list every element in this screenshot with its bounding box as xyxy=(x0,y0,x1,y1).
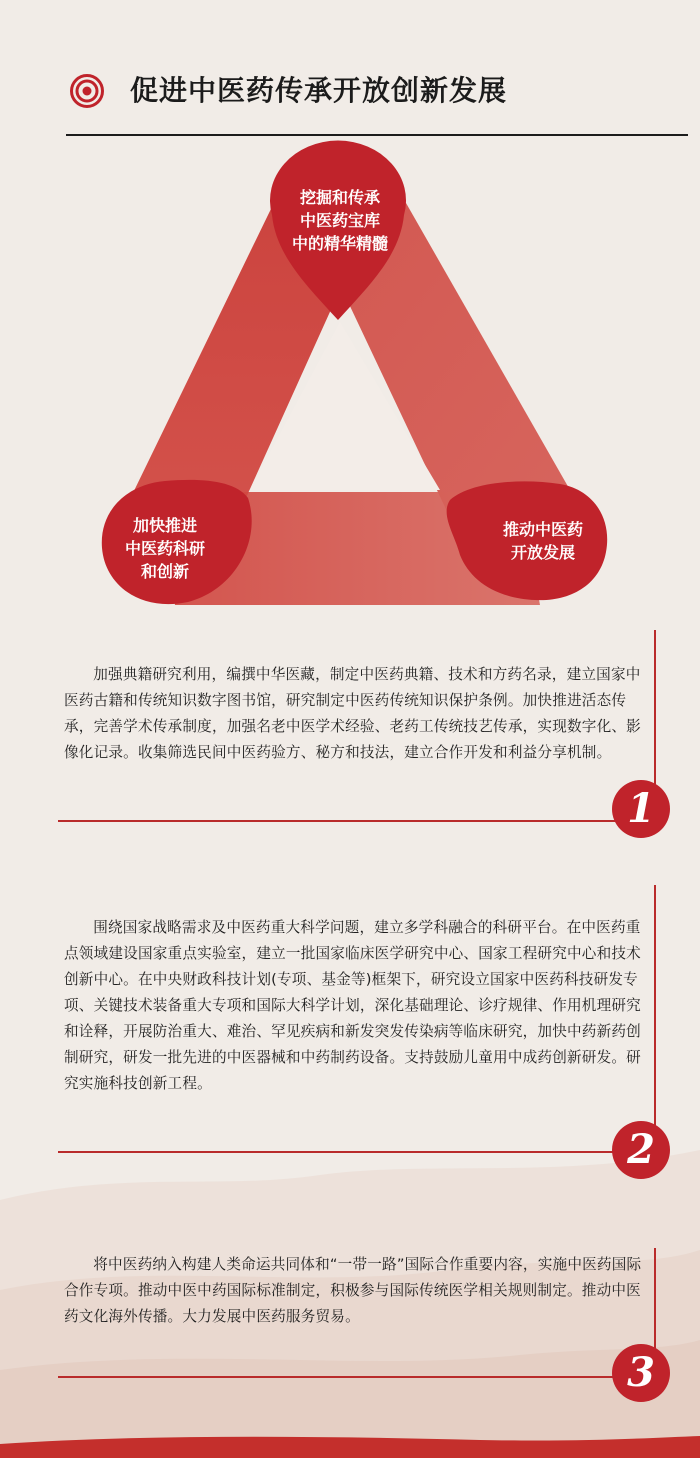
page-header xyxy=(70,72,690,112)
section-2-text: 围绕国家战略需求及中医药重大科学问题，建立多学科融合的科研平台。在中医药重点领域建设国家重点实验室，建立一批国家临床医学研究中心、国家工程研究中心和技术创新中心。在中央财政科技计划(专项、基金等)框架下，研究设立国家中医药科技研发专项、关键技术装备重大专项和国际大科学计划，深化基础理论、诊疗规律、作用机理研究和诠释，开展防治重大、难治、罕见疾病和新发突发传染病等临床研究，加快中药新药创制研究，研发一批先进的中医器械和中药制药设备。支持鼓励儿童用中成药创新研发。研究实施科技创新工程。 xyxy=(64,919,641,1092)
section-3-number-badge: 3 xyxy=(612,1344,670,1402)
node-top-label: 挖掘和传承 中医药宝库 中的精华精髓 xyxy=(291,188,388,253)
footer-band xyxy=(0,1432,700,1458)
target-ring-icon xyxy=(70,74,104,108)
section-2-hline xyxy=(58,1151,618,1153)
section-3-text: 将中医药纳入构建人类命运共同体和“一带一路”国际合作重要内容，实施中医药国际合作专项。推动中医中药国际标准制定，积极参与国际传统医学相关规则制定。推动中医药文化海外传播。大力发展中医药服务贸易。 xyxy=(64,1256,642,1325)
section-2 xyxy=(0,885,700,1185)
section-3 xyxy=(0,1248,700,1408)
section-2-vline xyxy=(654,885,656,1155)
header-divider xyxy=(66,134,688,136)
section-1-hline xyxy=(58,820,618,822)
section-1 xyxy=(0,630,700,840)
node-right-label: 推动中医药 开放发展 xyxy=(502,520,583,562)
node-left-label: 加快推进 中医药科研 和创新 xyxy=(124,516,205,581)
section-1-text: 加强典籍研究利用，编撰中华医藏，制定中医药典籍、技术和方药名录，建立国家中医药古籍和传统知识数字图书馆，研究制定中医药传统知识保护条例。加快推进活态传承，完善学术传承制度，加强名老中医学术经验、老药工传统技艺传承，实现数字化、影像化记录。收集筛选民间中医药验方、秘方和技法，建立合作开发和利益分享机制。 xyxy=(64,666,641,761)
section-3-hline xyxy=(58,1376,618,1378)
section-2-number-badge: 2 xyxy=(612,1121,670,1179)
section-1-number-badge: 1 xyxy=(612,780,670,838)
page-title: 促进中医药传承开放创新发展 xyxy=(130,74,508,107)
